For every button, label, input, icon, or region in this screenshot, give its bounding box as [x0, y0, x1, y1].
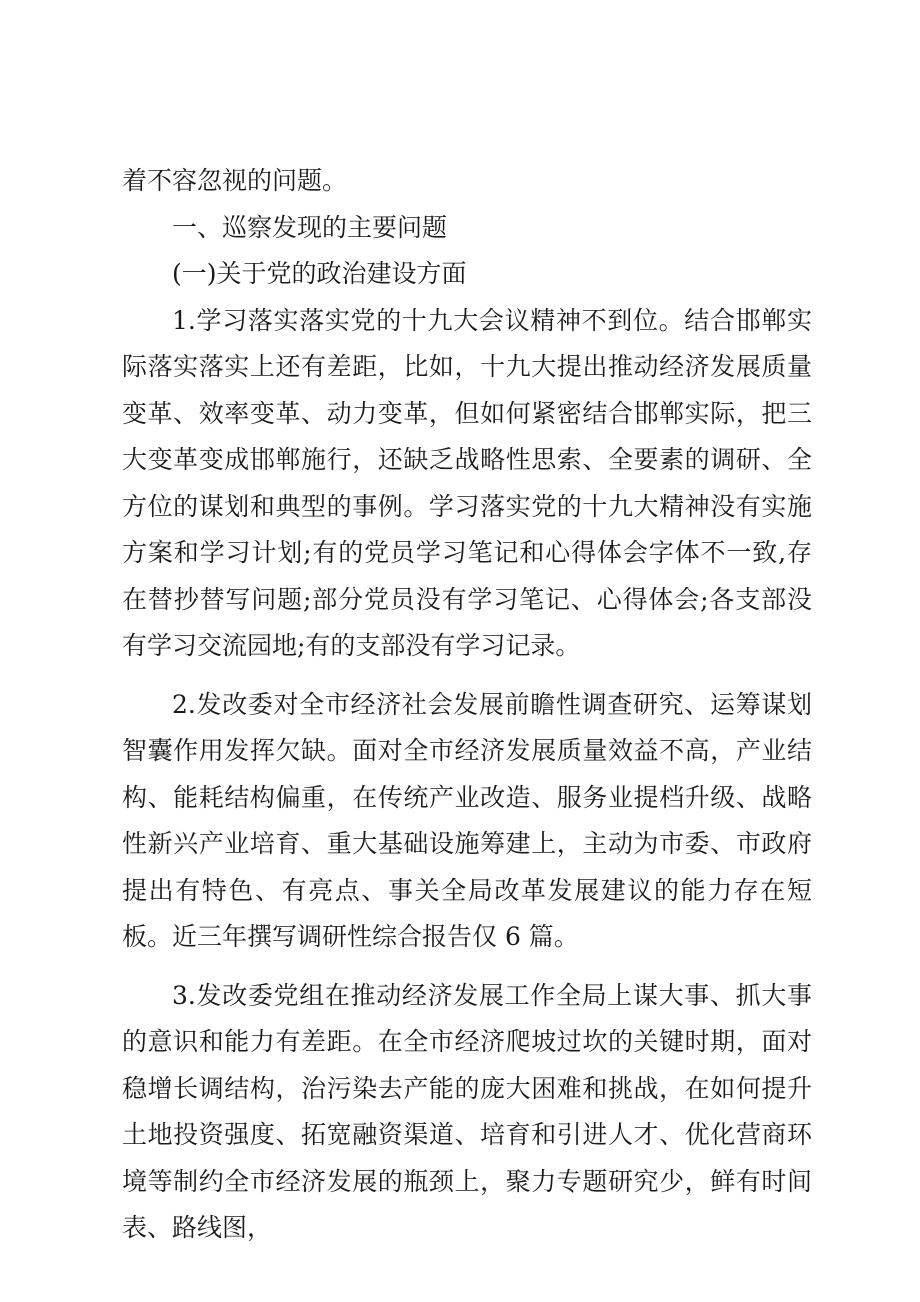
document-body: [122, 158, 812, 1252]
paragraph-item-3: 3.发改委党组在推动经济发展工作全局上谋大事、抓大事的意识和能力有差距。在全市经济爬坡过坎的关键时期，面对稳增长调结构，治污染去产能的庞大困难和挑战，在如何提升土地投资强度、拓宽融资渠道、培育和引进人才、优化营商环境等制约全市经济发展的瓶颈上，聚力专题研究少，鲜有时间表、路线图，: [122, 980, 812, 1242]
subsection-heading: (一)关于党的政治建设方面: [172, 259, 467, 288]
paragraph-item-2: 2.发改委对全市经济社会发展前瞻性调查研究、运筹谋划智囊作用发挥欠缺。面对全市经济发展质量效益不高，产业结构、能耗结构偏重，在传统产业改造、服务业提档升级、战略性新兴产业培育、重大基础设施筹建上，主动为市委、市政府提出有特色、有亮点、事关全局改革发展建议的能力存在短板。近三年撰写调研性综合报告仅 6 篇。: [122, 689, 812, 951]
paragraph-item-1: 1.学习落实落实党的十九大会议精神不到位。结合邯郸实际落实落实上还有差距，比如，十九大提出推动经济发展质量变革、效率变革、动力变革，但如何紧密结合邯郸实际，把三大变革变成邯郸施行，还缺乏战略性思索、全要素的调研、全方位的谋划和典型的事例。学习落实党的十九大精神没有实施方案和学习计划;有的党员学习笔记和心得体会字体不一致,存在替抄替写问题;部分党员没有学习笔记、心得体会;各支部没有学习交流园地;有的支部没有学习记录。: [122, 305, 812, 660]
paragraph-continuation: 着不容忽视的问题。: [122, 166, 348, 195]
section-heading: 一、巡察发现的主要问题: [172, 212, 448, 242]
